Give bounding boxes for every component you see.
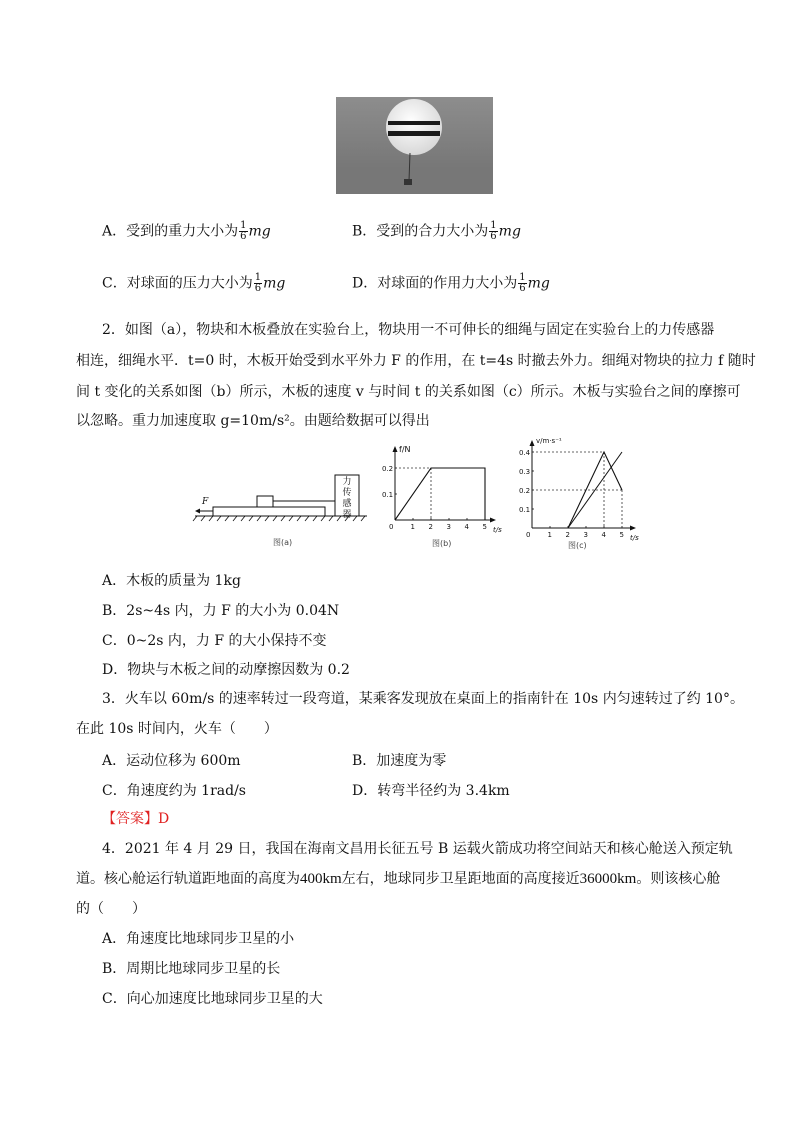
q2-option-c: C．0~2s 内，力 F 的大小保持不变 [102,633,327,649]
frac-num: 1 [240,220,247,231]
x-tick-label: 3 [583,531,588,539]
q3-answer [102,810,169,828]
q1-option-a [102,221,271,242]
q3-option-b: B．加速度为零 [352,753,447,769]
frac-den: 6 [240,231,247,242]
answer-value: D [158,811,170,827]
y-axis-arrow [393,446,398,452]
q4-line-2-a: 道。核心舱运行轨道距地面的高度为 [76,871,300,887]
balloon-photo-image [336,97,493,194]
y-axis-arrow [530,440,535,446]
x-tick-label: 1 [410,523,415,531]
q1-option-d [352,273,550,294]
x-tick-label: 3 [446,523,451,531]
x-tick-label: 5 [482,523,487,531]
mg-text: mg [527,275,550,292]
fraction [489,221,497,242]
fraction [518,273,526,294]
q2-option-a: A．木板的质量为 1kg [102,573,241,589]
q4-line-2-c: 左右，地球同步卫星距地面的高度接近 [341,871,580,887]
x-axis-arrow [630,526,636,531]
x-tick-label: 4 [601,531,606,539]
y-tick-label: 0.1 [519,506,531,514]
x-tick-label: 4 [464,523,469,531]
q1-option-b [352,221,521,242]
q4-line-2 [76,870,720,888]
figure-a-caption: 图(a) [273,538,293,547]
q2-option-d: D．物块与木板之间的动摩擦因数为 0.2 [102,662,350,678]
x-tick-label: 1 [547,531,552,539]
x-tick-label: 0 [389,523,394,531]
y-tick-label: 0.2 [519,487,531,495]
x-tick-label: 0 [526,531,531,539]
q3-line-1: 3．火车以 60m/s 的速率转过一段弯道，某乘客发现放在桌面上的指南针在 10s 内匀速转过了约 10°。 [102,691,744,707]
figure-c [516,432,646,554]
q3-option-a: A．运动位移为 600m [102,753,241,769]
q4-line-1: 4．2021 年 4 月 29 日，我国在海南文昌用长征五号 B 运载火箭成功将空间站天和核心舱送入预定轨 [102,841,733,857]
x-axis-arrow [490,518,496,523]
fraction [254,273,262,294]
q2-option-b: B．2s~4s 内，力 F 的大小为 0.04N [102,603,340,619]
q3-option-d: D．转弯半径约为 3.4km [352,783,510,799]
frac-den: 6 [490,231,497,242]
sensor-label: 力传感器 [342,477,352,520]
fraction [239,221,247,242]
q3-option-c: C．角速度约为 1rad/s [102,783,246,799]
mg-text: mg [263,275,286,292]
q2-line-3: 间 t 变化的关系如图（b）所示，木板的速度 v 与时间 t 的关系如图（c）所示。木板与实验台之间的摩擦可 [76,384,741,400]
q4-option-b: B．周期比地球同步卫星的长 [102,961,281,977]
x-axis-label: t/s [493,526,502,534]
y-tick-label: 0.3 [519,468,531,476]
x-tick-label: 2 [428,523,433,531]
q1-option-c [102,273,285,294]
mg-text: mg [248,223,271,240]
caption: 图(b) [432,539,452,548]
q1-option-c-prefix: C．对球面的压力大小为 [102,275,253,292]
x-axis-label: t/s [630,534,639,542]
q4-option-a: A．角速度比地球同步卫星的小 [102,931,295,947]
x-tick-label: 5 [619,531,624,539]
q3-line-2: 在此 10s 时间内，火车（ ） [76,721,278,737]
q1-option-b-prefix: B．受到的合力大小为 [352,223,489,240]
q4-option-c: C．向心加速度比地球同步卫星的大 [102,991,323,1007]
figure-c-chart [516,432,646,554]
caption: 图(c) [568,541,587,550]
q1-option-a-prefix: A．受到的重力大小为 [102,223,239,240]
q2-line-1: 2．如图（a），物块和木板叠放在实验台上，物块用一不可伸长的细绳与固定在实验台上的力传感器 [102,322,715,338]
q2-line-2: 相连，细绳水平．t=0 时，木板开始受到水平外力 F 的作用，在 t=4s 时撤去外力。细绳对物块的拉力 f 随时 [76,353,756,369]
q1-option-d-prefix: D．对球面的作用力大小为 [352,275,518,292]
figure-b [380,438,505,550]
x-tick-label: 2 [565,531,570,539]
q4-height-value: 400km [300,871,342,887]
frac-num: 1 [519,272,526,283]
balloon-photo [336,97,493,194]
frac-num: 1 [490,220,497,231]
q4-sync-height-value: 36000km [579,871,637,887]
series-line [395,468,485,520]
y-axis-label: f/N [399,445,411,454]
y-tick-label: 0.1 [382,491,394,499]
q4-line-3: 的（ ） [76,901,146,917]
frac-den: 6 [254,283,262,294]
mg-text: mg [498,223,521,240]
q4-line-2-e: 。则该核心舱 [636,871,721,887]
frac-num: 1 [254,272,262,283]
frac-den: 6 [519,283,526,294]
figure-a [185,465,370,555]
figure-b-chart [380,438,505,550]
y-tick-label: 0.4 [519,449,531,457]
y-tick-label: 0.2 [382,465,394,473]
answer-label: 【答案】 [102,811,158,827]
y-axis-label: v/m·s⁻¹ [536,437,562,445]
force-label: F [202,497,209,507]
q2-line-4: 以忽略。重力加速度取 g=10m/s²。由题给数据可以得出 [76,413,430,429]
